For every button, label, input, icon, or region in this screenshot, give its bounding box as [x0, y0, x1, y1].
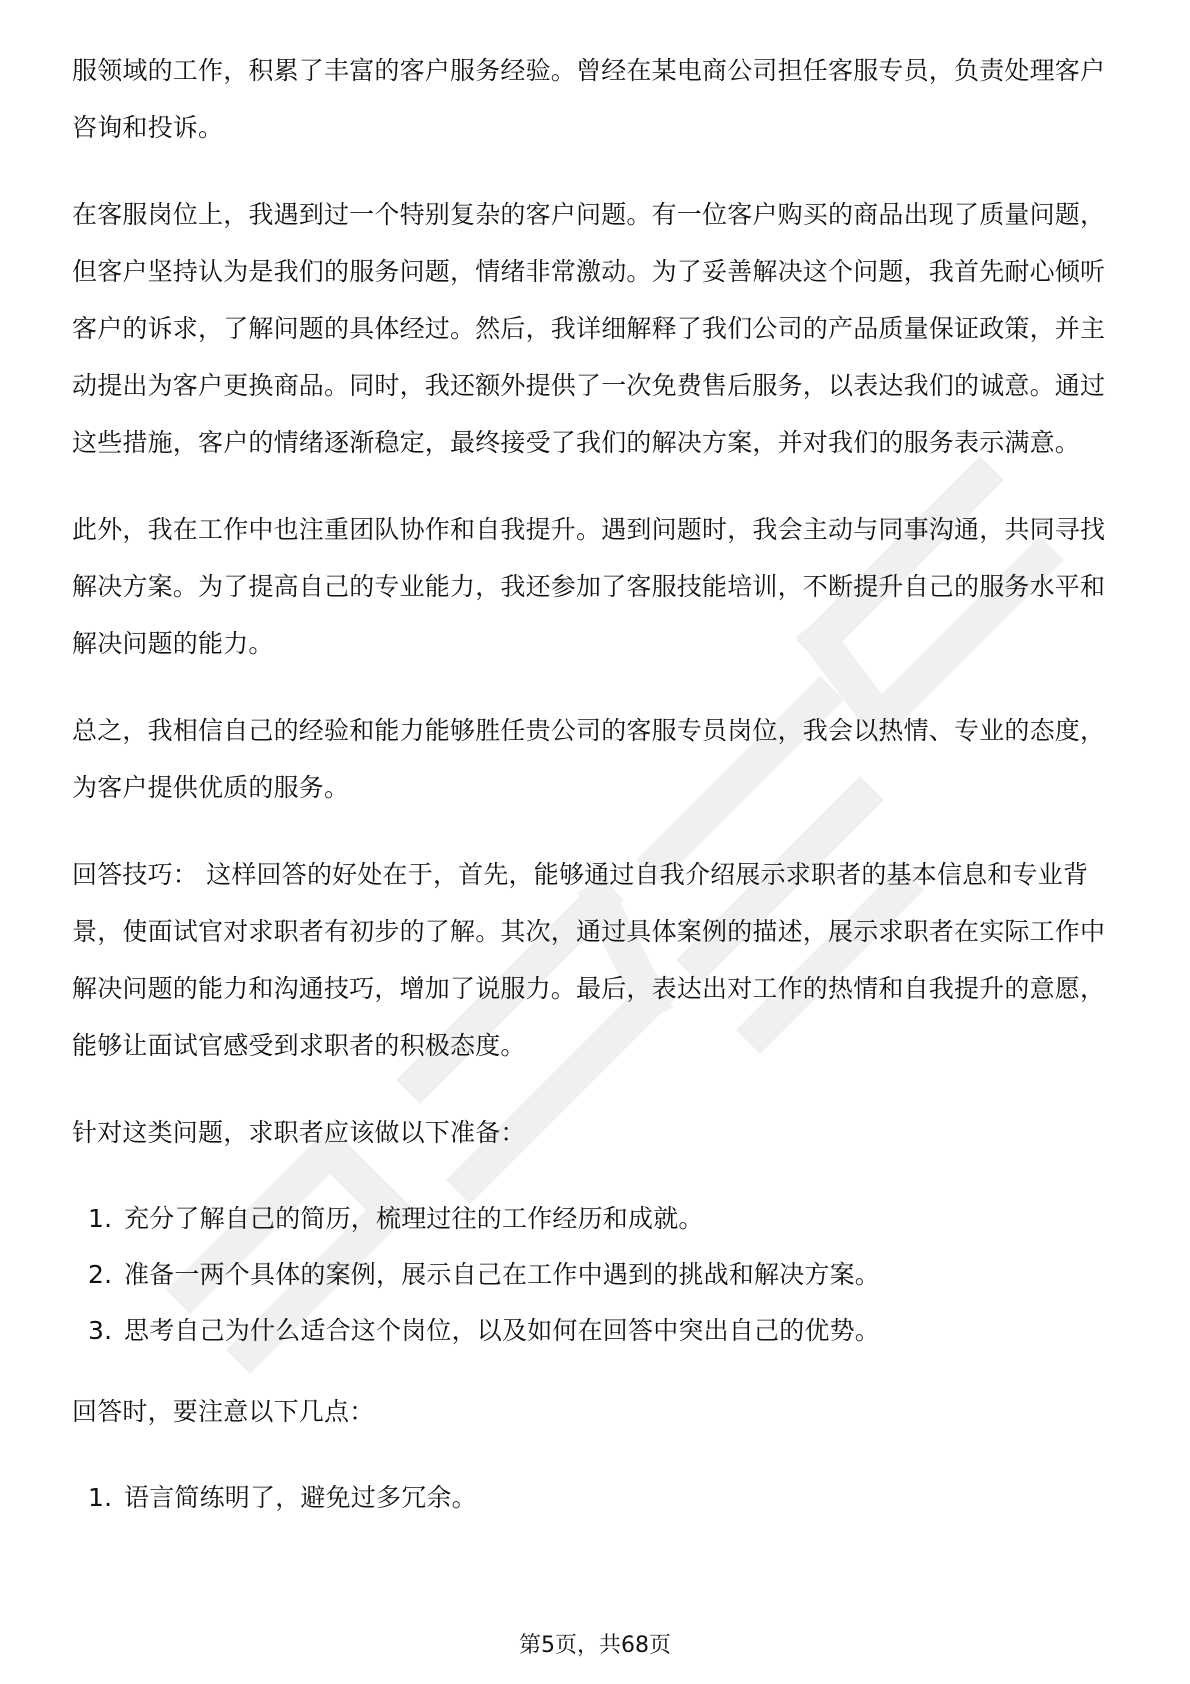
- paragraph-answer-tips: 回答技巧： 这样回答的好处在于，首先，能够通过自我介绍展示求职者的基本信息和专业背景，使面试官对求职者有初步的了解。其次，通过具体案例的描述，展示求职者在实际工作中解决问题的能力和沟通技巧，增加了说服力。最后，表达出对工作的热情和自我提升的意愿，能够让面试官感受到求职者的积极态度。: [72, 860, 1106, 1060]
- list-text: 准备一两个具体的案例，展示自己在工作中遇到的挑战和解决方案。: [124, 1260, 881, 1289]
- paragraph-prep-heading: 针对这类问题，求职者应该做以下准备：: [72, 1118, 526, 1147]
- document-body: [72, 42, 1120, 1550]
- paragraph-intro-continued: 服领域的工作，积累了丰富的客户服务经验。曾经在某电商公司担任客服专员，负责处理客户咨询和投诉。: [72, 56, 1106, 142]
- list-number: 2.: [88, 1260, 113, 1289]
- paragraph-case-story: 在客服岗位上，我遇到过一个特别复杂的客户问题。有一位客户购买的商品出现了质量问题，但客户坚持认为是我们的服务问题，情绪非常激动。为了妥善解决这个问题，我首先耐心倾听客户的诉求，了解问题的具体经过。然后，我详细解释了我们公司的产品质量保证政策，并主动提出为客户更换商品。同时，我还额外提供了一次免费售后服务，以表达我们的诚意。通过这些措施，客户的情绪逐渐稳定，最终接受了我们的解决方案，并对我们的服务表示满意。: [72, 200, 1106, 457]
- list-item: [72, 1191, 1120, 1247]
- list-number: 1.: [88, 1204, 113, 1233]
- list-number: 3.: [88, 1316, 113, 1345]
- prep-list: [72, 1191, 1120, 1359]
- page-footer: 第5页，共68页: [519, 1633, 671, 1658]
- list-item: [72, 1470, 1120, 1526]
- list-number: 1.: [88, 1483, 113, 1512]
- list-item: [72, 1303, 1120, 1359]
- list-text: 充分了解自己的简历，梳理过往的工作经历和成就。: [124, 1204, 704, 1233]
- paragraph-notes-heading: 回答时，要注意以下几点：: [72, 1397, 375, 1426]
- paragraph-summary: 总之，我相信自己的经验和能力能够胜任贵公司的客服专员岗位，我会以热情、专业的态度，为客户提供优质的服务。: [72, 716, 1106, 802]
- paragraph-teamwork: 此外，我在工作中也注重团队协作和自我提升。遇到问题时，我会主动与同事沟通，共同寻找解决方案。为了提高自己的专业能力，我还参加了客服技能培训，不断提升自己的服务水平和解决问题的能力。: [72, 515, 1106, 658]
- list-item: [72, 1247, 1120, 1303]
- list-text: 思考自己为什么适合这个岗位，以及如何在回答中突出自己的优势。: [124, 1316, 881, 1345]
- list-text: 语言简练明了，避免过多冗余。: [124, 1483, 477, 1512]
- notes-list: [72, 1470, 1120, 1526]
